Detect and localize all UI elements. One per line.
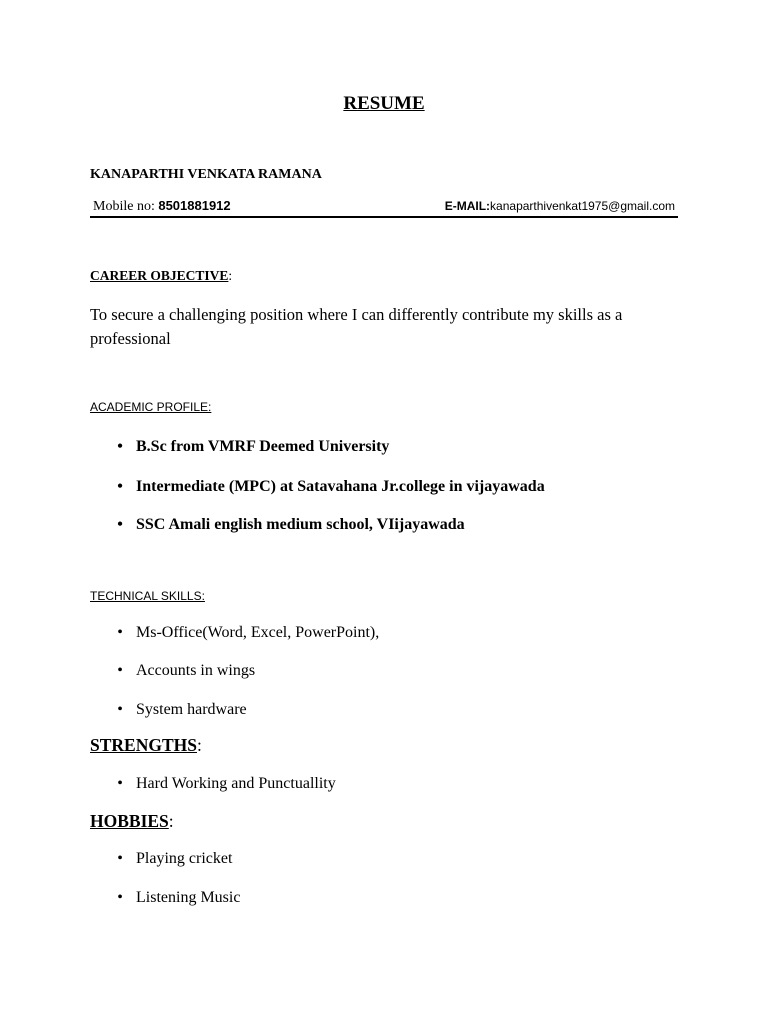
strengths-colon: : (196, 735, 202, 755)
strength-item: Hard Working and Punctuallity (136, 775, 336, 792)
email-value: kanaparthivenkat1975@gmail.com (490, 199, 675, 213)
hobbies-heading (90, 811, 174, 832)
mobile-number: 8501881912 (158, 198, 231, 213)
bullet-icon: • (117, 478, 123, 495)
mobile-label: Mobile no: (93, 199, 159, 214)
academic-item: SSC Amali english medium school, VIijayawada (136, 516, 465, 533)
strengths-heading (90, 735, 202, 756)
academic-item: B.Sc from VMRF Deemed University (136, 438, 390, 455)
hobbies-heading-text: HOBBIES (90, 811, 169, 831)
technical-skills-heading: TECHNICAL SKILLS: (90, 589, 205, 603)
candidate-name: KANAPARTHI VENKATA RAMANA (90, 167, 322, 182)
resume-title: RESUME (343, 93, 425, 114)
career-objective-text: To secure a challenging position where I can differently contribute my skills as a professional (90, 305, 623, 348)
career-objective-heading (90, 268, 232, 284)
contact-divider (90, 216, 678, 218)
skill-item: System hardware (136, 701, 247, 718)
hobbies-colon: : (168, 811, 174, 831)
bullet-icon: • (117, 889, 123, 906)
email-line (445, 199, 675, 213)
bullet-icon: • (117, 850, 123, 867)
career-objective-heading-text: CAREER OBJECTIVE (90, 268, 229, 283)
academic-item: Intermediate (MPC) at Satavahana Jr.college in vijayawada (136, 478, 545, 495)
strengths-heading-text: STRENGTHS (90, 735, 197, 755)
bullet-icon: • (117, 438, 123, 455)
bullet-icon: • (117, 701, 123, 718)
skill-item: Ms-Office(Word, Excel, PowerPoint), (136, 624, 380, 641)
career-objective-colon: : (228, 268, 233, 283)
hobby-item: Listening Music (136, 889, 241, 906)
academic-profile-heading: ACADEMIC PROFILE: (90, 400, 212, 414)
bullet-icon: • (117, 624, 123, 641)
hobby-item: Playing cricket (136, 850, 233, 867)
skill-item: Accounts in wings (136, 662, 256, 679)
bullet-icon: • (117, 662, 123, 679)
bullet-icon: • (117, 516, 123, 533)
email-label: E-MAIL: (444, 199, 491, 213)
mobile-line (93, 198, 231, 215)
bullet-icon: • (117, 775, 123, 792)
